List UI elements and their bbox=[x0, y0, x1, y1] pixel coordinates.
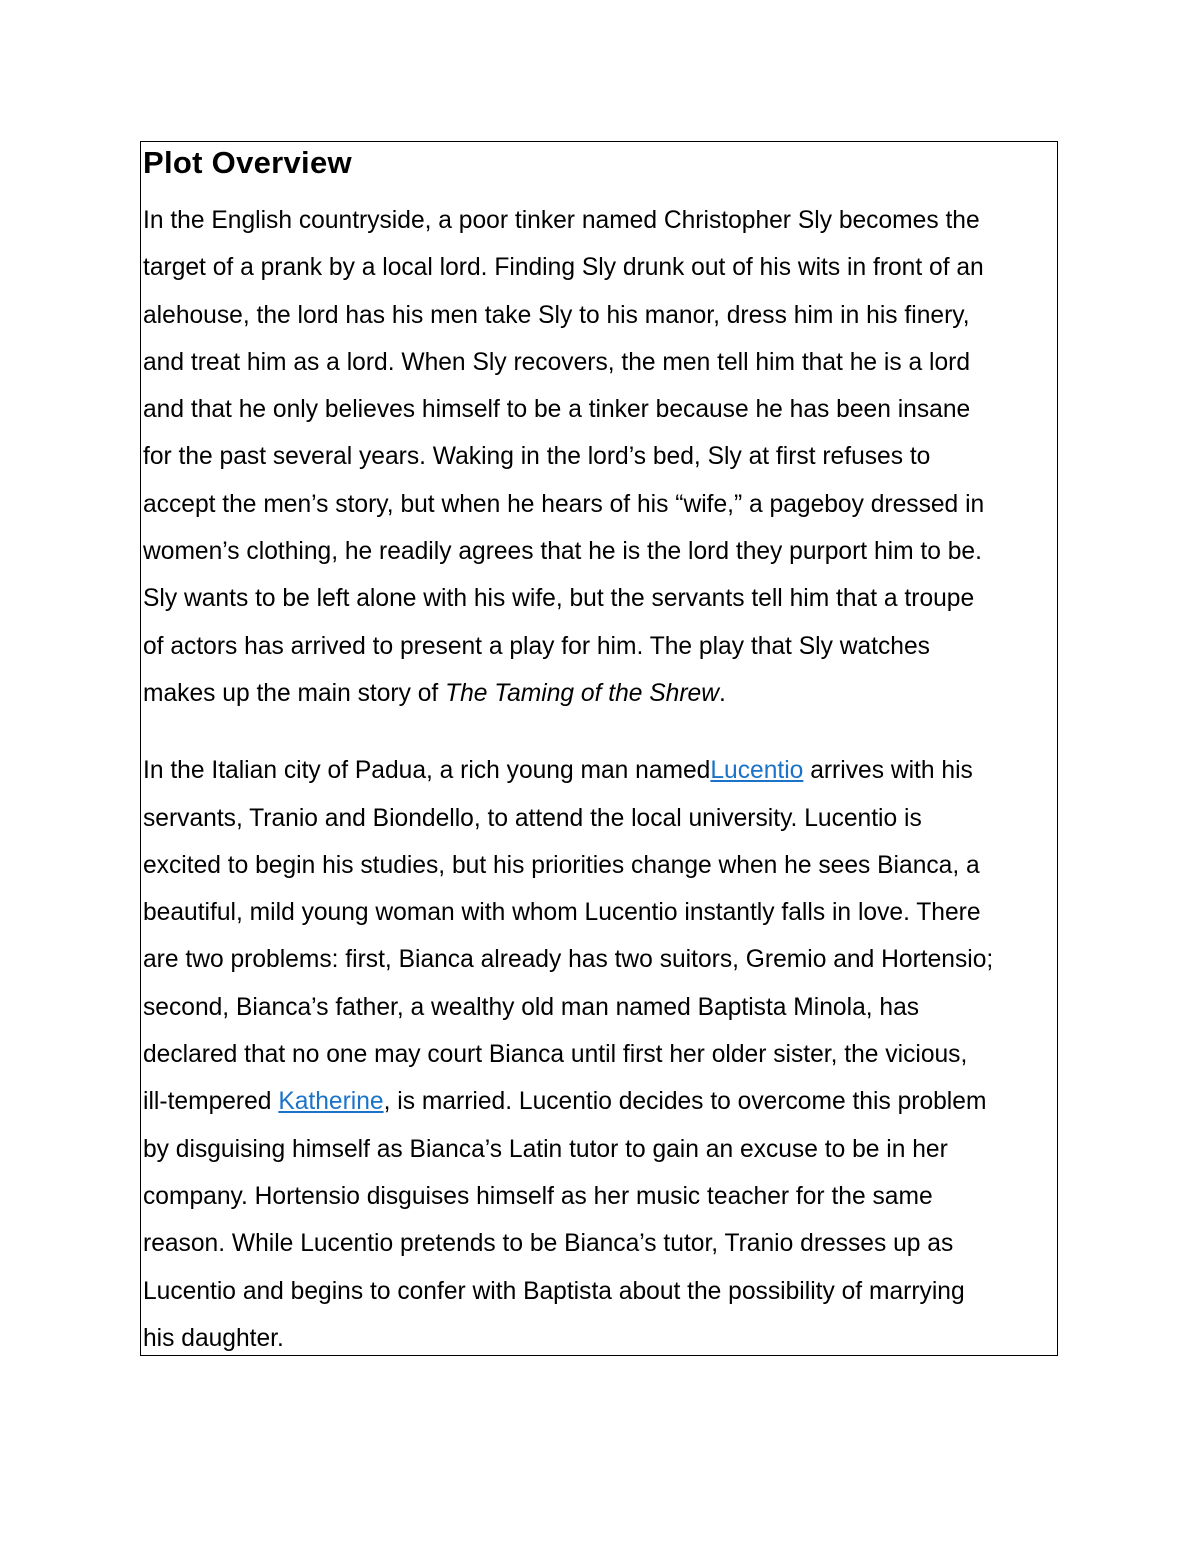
text-line: second, Bianca’s father, a wealthy old man named Baptista Minola, has bbox=[143, 993, 920, 1021]
text-line: alehouse, the lord has his men take Sly to his manor, dress him in his finery, bbox=[143, 301, 970, 329]
text-line: and that he only believes himself to be a tinker because he has been insane bbox=[143, 396, 971, 424]
text-line: women’s clothing, he readily agrees that he is the lord they purport him to be. bbox=[143, 538, 982, 566]
text-fragment: , is married. Lucentio decides to overcome this problem bbox=[383, 1088, 987, 1116]
text-line: beautiful, mild young woman with whom Lucentio instantly falls in love. There bbox=[143, 899, 981, 927]
text-fragment: ill-tempered bbox=[143, 1088, 279, 1116]
text-line: for the past several years. Waking in the lord’s bed, Sly at first refuses to bbox=[143, 443, 931, 471]
paragraph-plot-intro bbox=[143, 197, 1059, 717]
text-line: servants, Tranio and Biondello, to attend the local university. Lucentio is bbox=[143, 804, 922, 832]
lucentio-link[interactable]: Lucentio bbox=[710, 757, 804, 785]
katherine-link[interactable]: Katherine bbox=[278, 1088, 384, 1116]
text-fragment: arrives with his bbox=[803, 757, 973, 785]
text-line: are two problems: first, Bianca already has two suitors, Gremio and Hortensio; bbox=[143, 946, 994, 974]
text-line: accept the men’s story, but when he hears of his “wife,” a pageboy dressed in bbox=[143, 490, 985, 518]
text-line: by disguising himself as Bianca’s Latin tutor to gain an excuse to be in her bbox=[143, 1135, 948, 1163]
text-line: reason. While Lucentio pretends to be Bianca’s tutor, Tranio dresses up as bbox=[143, 1230, 954, 1258]
page-title: Plot Overview bbox=[143, 145, 352, 180]
text-line: In the English countryside, a poor tinker named Christopher Sly becomes the bbox=[143, 207, 980, 234]
text-line: his daughter. bbox=[143, 1324, 284, 1352]
text-line: company. Hortensio disguises himself as her music teacher for the same bbox=[143, 1182, 933, 1210]
text-line: and treat him as a lord. When Sly recovers, the men tell him that he is a lord bbox=[143, 348, 971, 376]
text-line-last bbox=[143, 670, 1059, 717]
text-fragment: . bbox=[718, 679, 726, 707]
text-line: Lucentio and begins to confer with Baptista about the possibility of marrying bbox=[143, 1277, 965, 1305]
text-line: of actors has arrived to present a play for him. The play that Sly watches bbox=[143, 632, 930, 660]
text-line-with-link bbox=[143, 1078, 1059, 1125]
text-line: target of a prank by a local lord. Finding Sly drunk out of his wits in front of an bbox=[143, 254, 984, 282]
play-title-italic: The Taming of the Shrew bbox=[445, 679, 719, 707]
paragraph-padua bbox=[143, 747, 1059, 1362]
document-content bbox=[143, 141, 1059, 1362]
text-line: declared that no one may court Bianca until first her older sister, the vicious, bbox=[143, 1041, 968, 1069]
text-line-with-link bbox=[143, 747, 1059, 794]
text-line: Sly wants to be left alone with his wife, but the servants tell him that a troupe bbox=[143, 585, 975, 613]
text-fragment: In the Italian city of Padua, a rich young man named bbox=[143, 757, 711, 785]
text-line: excited to begin his studies, but his priorities change when he sees Bianca, a bbox=[143, 851, 980, 879]
text-fragment: makes up the main story of bbox=[143, 679, 446, 707]
